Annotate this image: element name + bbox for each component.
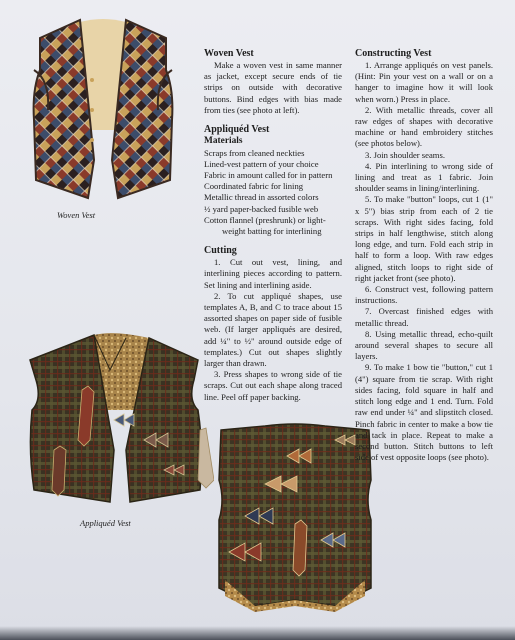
materials-heading: Materials <box>204 136 243 147</box>
materials-list <box>204 148 342 238</box>
materials-item: Cotton flannel (preshrunk) or light- <box>204 214 326 225</box>
constructing-heading: Constructing Vest <box>355 48 432 59</box>
cutting-step: 2. To cut appliqué shapes, use templates A, B, and C to trace about 15 assorted shapes on paper side of fusible web. (If larger appliqués are desired, add ¼" to ½" around outside edge of templates.) Cut out shapes slightly larger than drawn. <box>204 290 342 368</box>
materials-item: ½ yard paper-backed fusible web <box>204 203 319 214</box>
materials-item: weight batting for interlining <box>222 225 322 236</box>
materials-item: Lined-vest pattern of your choice <box>204 158 319 169</box>
woven-vest-caption: Woven Vest <box>57 210 96 220</box>
middle-text-column <box>204 48 342 403</box>
constructing-step: 3. Join shoulder seams. <box>365 149 445 160</box>
constructing-step: 2. With metallic threads, cover all raw edges of shapes with decorative machine or hand embroidery stitches (see photos below). <box>355 104 493 149</box>
constructing-step: 8. Using metallic thread, echo-quilt around several shapes to secure all layers. <box>355 328 493 362</box>
applique-vest-photo-1 <box>14 330 214 520</box>
constructing-step: 4. Pin interlining to wrong side of lining and treat as 1 fabric. Join shoulder seams in lining/interlining. <box>355 160 493 194</box>
materials-item: Coordinated fabric for lining <box>204 181 304 192</box>
constructing-step: 1. Arrange appliqués on vest panels. (Hint: Pin your vest on a wall or on a hanger to imagine how it will look when worn.) Press in place. <box>355 60 493 104</box>
materials-item: Metallic thread in assorted colors <box>204 192 319 203</box>
constructing-step: 7. Overcast finished edges with metallic thread. <box>355 306 493 328</box>
constructing-step: 9. To make 1 bow tie "button," cut 1 (4") square from tie scrap. With right sides facing, fold square in half and stitch long edge and 1 end. Turn. Fold raw end under ¼" and slipstitch closed. Pinch fabric in center to make a bow tie and tack in place. Repeat to make a second button. Stitch buttons to left side of vest opposite loops (see photo). <box>355 362 493 463</box>
woven-vest-heading: Woven Vest <box>204 48 254 59</box>
materials-item: Fabric in amount called for in pattern <box>204 169 333 180</box>
applique-vest-photo-2 <box>215 420 375 616</box>
constructing-step: 6. Construct vest, following pattern instructions. <box>355 284 493 306</box>
cutting-step: 3. Press shapes to wrong side of tie scraps. Cut out each shape along traced line. Peel off paper backing. <box>204 369 342 402</box>
woven-vest-photo <box>28 10 178 210</box>
applique-vest-caption: Appliquéd Vest <box>80 518 131 528</box>
cutting-step: 1. Cut out vest, lining, and interlining pieces according to pattern. Set lining and interlining aside. <box>204 257 342 290</box>
applique-vest-heading: Appliquéd Vest <box>204 124 270 136</box>
constructing-step: 5. To make "button" loops, cut 1 (1" x 5") bias strip from each of 2 tie scraps. With right sides facing, fold strips in half lengthwise, stitch along long edge, and turn. Fold each strip in half to form a loop. With raw edges aligned, stitch loops to right side of right jacket front (see photo). <box>355 194 493 283</box>
page-bottom-shadow <box>0 626 515 640</box>
cutting-heading: Cutting <box>204 245 237 257</box>
materials-item: Scraps from cleaned neckties <box>204 147 305 158</box>
woven-vest-body: Make a woven vest in same manner as jacket, except secure ends of tie strips on outside with decorative buttons. Bind edges with bias made from ties (see photo at left). <box>204 60 342 115</box>
right-text-column <box>355 48 493 463</box>
